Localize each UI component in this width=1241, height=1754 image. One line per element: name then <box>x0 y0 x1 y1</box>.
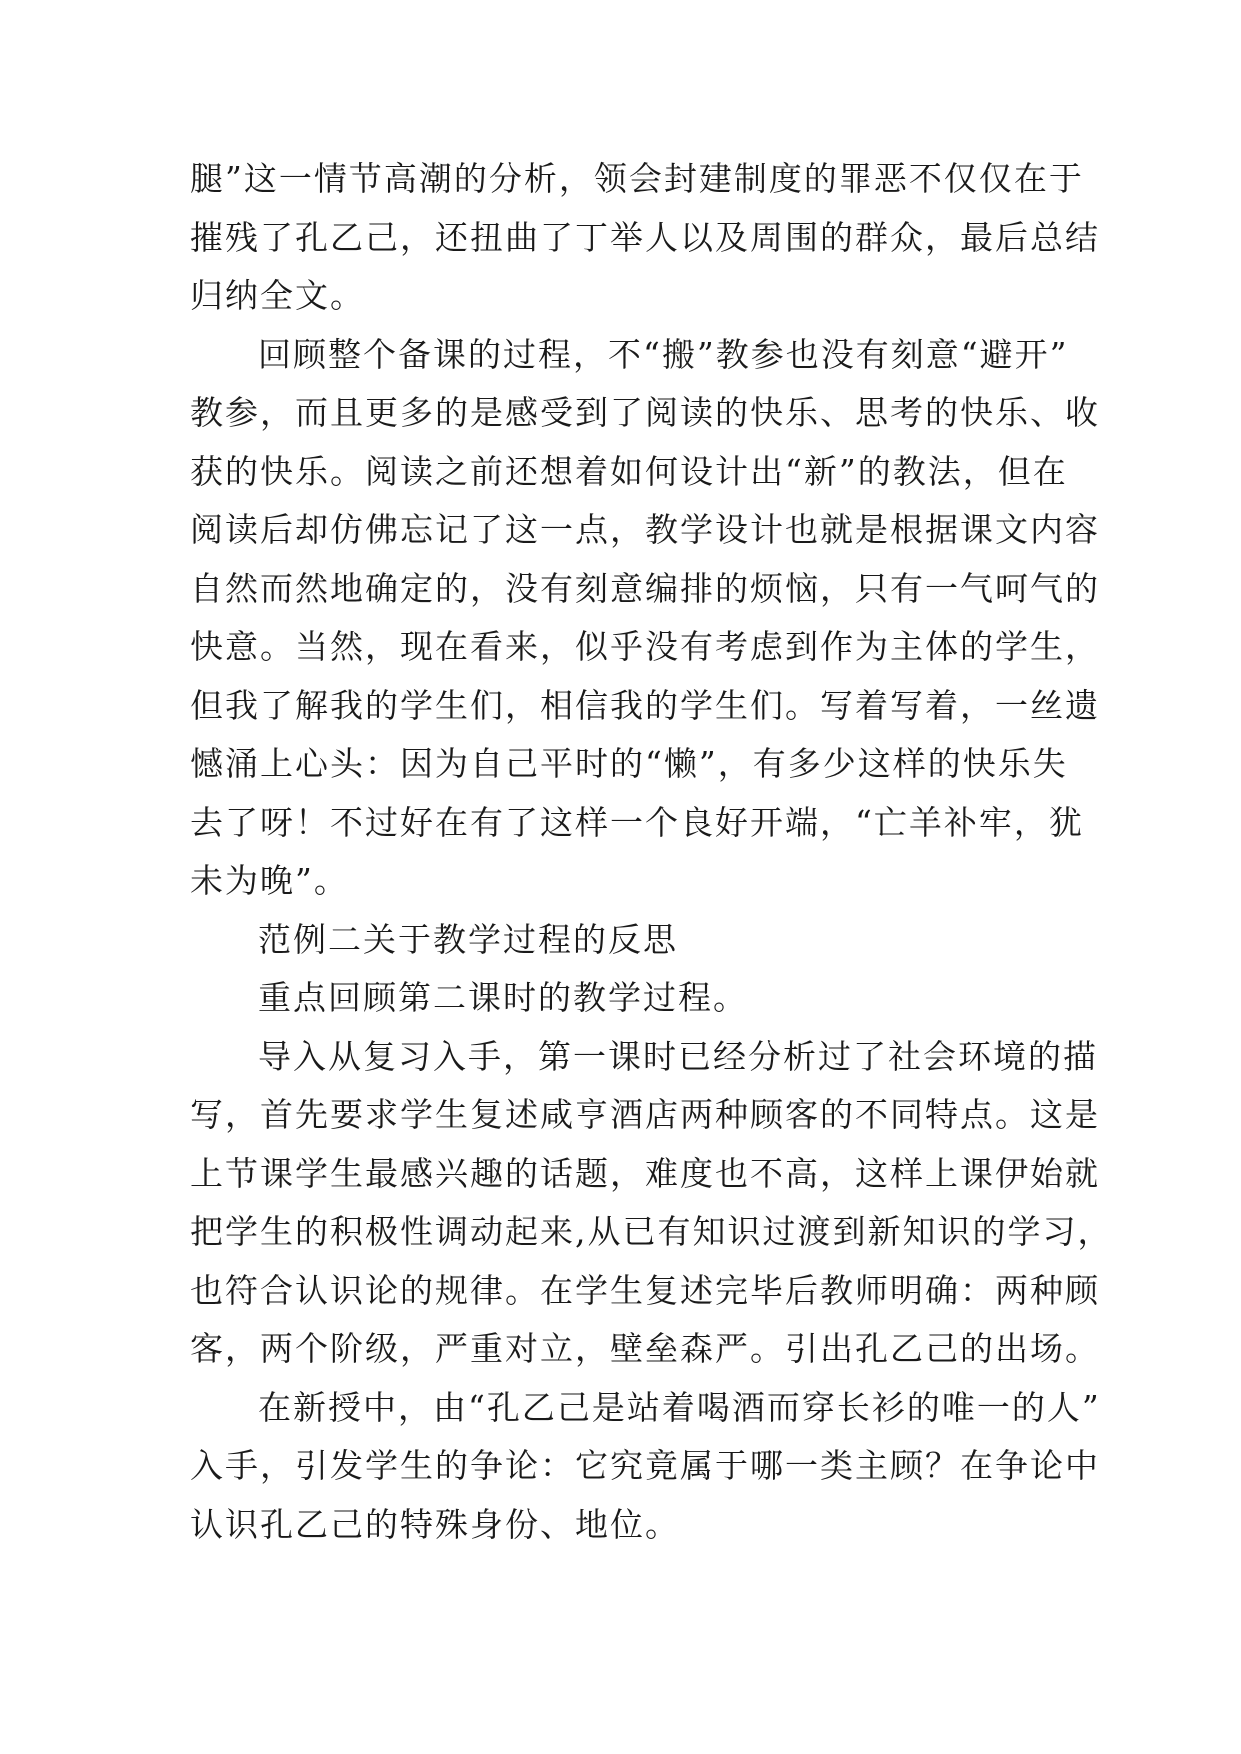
text-line: 自然而然地确定的，没有刻意编排的烦恼，只有一气呵气的 <box>190 568 1100 608</box>
text-line: 客，两个阶级，严重对立，壁垒森严。引出孔乙己的出场。 <box>190 1329 1100 1368</box>
text-line: 快意。当然，现在看来，似乎没有考虑到作为主体的学生， <box>190 627 1100 666</box>
text-line: 回顾整个备课的过程，不“搬”教参也没有刻意“避开” <box>258 334 1069 374</box>
text-line: 阅读后却仿佛忘记了这一点，教学设计也就是根据课文内容 <box>190 510 1100 549</box>
text-line: 未为晚”。 <box>190 861 349 900</box>
text-line: 重点回顾第二课时的教学过程。 <box>258 978 748 1017</box>
text-line: 归纳全文。 <box>190 276 365 315</box>
text-line: 摧残了孔乙己，还扭曲了丁举人以及周围的群众，最后总结 <box>190 217 1100 257</box>
text-line: 认识孔乙己的特殊身份、地位。 <box>190 1504 680 1544</box>
text-line: 也符合认识论的规律。在学生复述完毕后教师明确：两种顾 <box>190 1270 1100 1310</box>
text-line: 在新授中，由“孔乙己是站着喝酒而穿长衫的唯一的人” <box>258 1387 1101 1427</box>
text-line: 范例二关于教学过程的反思 <box>258 919 678 959</box>
text-line: 写，首先要求学生复述咸亨酒店两种顾客的不同特点。这是 <box>190 1095 1100 1134</box>
text-line: 入手，引发学生的争论：它究竟属于哪一类主顾？在争论中 <box>190 1446 1100 1485</box>
text-line: 把学生的积极性调动起来,从已有知识过渡到新知识的学习， <box>190 1212 1113 1251</box>
text-line: 获的快乐。阅读之前还想着如何设计出“新”的教法，但在 <box>190 451 1068 491</box>
text-line: 但我了解我的学生们，相信我的学生们。写着写着，一丝遗 <box>190 685 1100 725</box>
text-line: 腿”这一情节高潮的分析，领会封建制度的罪恶不仅仅在于 <box>190 159 1084 198</box>
text-line: 导入从复习入手，第一课时已经分析过了社会环境的描 <box>258 1036 1098 1076</box>
text-line: 憾涌上心头：因为自己平时的“懒”，有多少这样的快乐失 <box>190 744 1068 783</box>
text-line: 上节课学生最感兴趣的话题，难度也不高，这样上课伊始就 <box>190 1153 1100 1193</box>
text-line: 去了呀！不过好在有了这样一个良好开端，“亡羊补牢，犹 <box>190 802 1084 842</box>
document-body <box>190 150 1113 1554</box>
text-line: 教参，而且更多的是感受到了阅读的快乐、思考的快乐、收 <box>190 393 1100 432</box>
